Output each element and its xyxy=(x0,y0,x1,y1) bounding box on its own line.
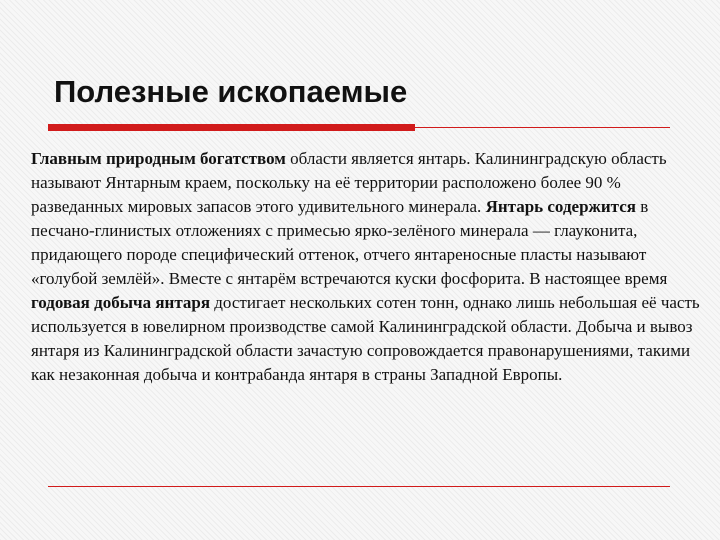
body-text-span: в песчано-глинистых отложениях с примесью ярко-зелёного минерала — глауконита, придающего породе специфический оттенок, отчего янтареносные пласты называют «голубой землёй». Вместе с янтарём встречаются куски фосфорита. В настоящее время xyxy=(31,197,668,288)
title-underline-thick xyxy=(48,124,415,131)
body-text-span: области является янтарь. Калининградскую область называют Янтарным краем, поскольку на её территории расположено более 90 % разведанных мировых запасов этого удивительного минерала. xyxy=(31,149,667,216)
body-bold-phrase: Главным природным богатством xyxy=(31,149,286,168)
body-paragraph xyxy=(31,147,701,387)
body-bold-phrase: Янтарь содержится xyxy=(485,197,636,216)
title-underline-thin xyxy=(415,127,670,128)
body-text-span: достигает нескольких сотен тонн, однако лишь небольшая её часть используется в ювелирном производстве самой Калининградской области. Добыча и вывоз янтаря из Калининградской области зачастую сопровождается правонарушениями, такими как незаконная добыча и контрабанда янтаря в страны Западной Европы. xyxy=(31,293,700,384)
bottom-divider xyxy=(48,486,670,487)
body-bold-phrase: годовая добыча янтаря xyxy=(31,293,211,312)
slide-title: Полезные ископаемые xyxy=(54,74,408,109)
